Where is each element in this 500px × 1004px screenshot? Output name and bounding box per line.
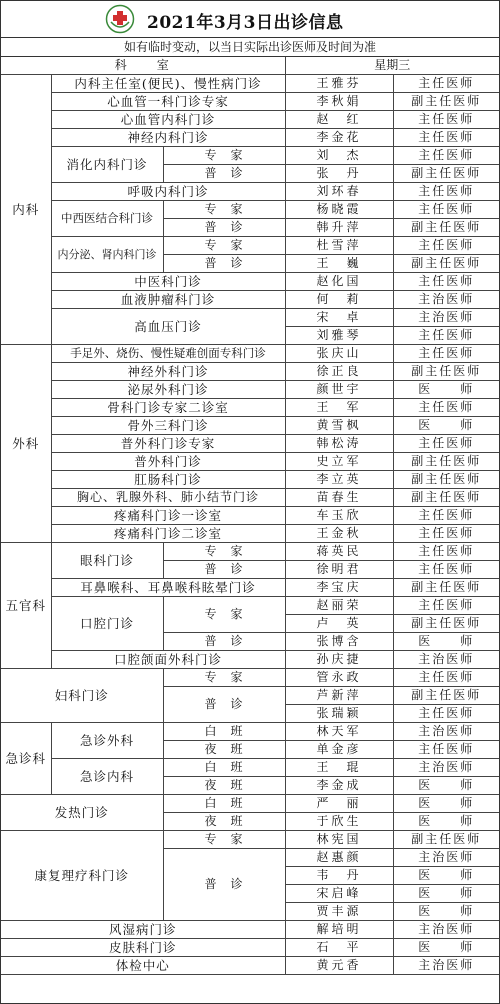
doctor-title: 副主任医师 — [393, 489, 499, 507]
dept-cell: 中西医结合科门诊 — [51, 201, 163, 237]
sub-type-cell: 专 家 — [163, 237, 285, 255]
doctor-name: 韩松涛 — [285, 435, 393, 453]
doctor-name: 蒋英民 — [285, 543, 393, 561]
dept-cell: 风湿病门诊 — [1, 921, 285, 939]
doctor-name: 孙庆捷 — [285, 651, 393, 669]
doctor-title: 副主任医师 — [393, 363, 499, 381]
doctor-name: 赵 红 — [285, 111, 393, 129]
day-column-header: 星期三 — [285, 57, 499, 75]
dept-cell: 疼痛科门诊二诊室 — [51, 525, 285, 543]
schedule-table — [1, 57, 499, 975]
header — [1, 1, 499, 38]
doctor-name: 单金彦 — [285, 741, 393, 759]
table-row — [1, 291, 499, 309]
doctor-name: 李金成 — [285, 777, 393, 795]
doctor-name: 杜雪萍 — [285, 237, 393, 255]
doctor-title: 医 师 — [393, 777, 499, 795]
hospital-logo-icon — [105, 4, 135, 34]
doctor-name: 刘 杰 — [285, 147, 393, 165]
doctor-name: 石 平 — [285, 939, 393, 957]
doctor-name: 王 军 — [285, 399, 393, 417]
sub-type-cell: 白 班 — [163, 723, 285, 741]
doctor-title: 医 师 — [393, 795, 499, 813]
doctor-title: 副主任医师 — [393, 255, 499, 273]
dept-cell: 神经内科门诊 — [51, 129, 285, 147]
doctor-title: 主任医师 — [393, 237, 499, 255]
doctor-title: 主任医师 — [393, 75, 499, 93]
sub-type-cell: 普 诊 — [163, 255, 285, 273]
dept-cell: 普外科门诊 — [51, 453, 285, 471]
doctor-title: 副主任医师 — [393, 165, 499, 183]
doctor-name: 林天军 — [285, 723, 393, 741]
doctor-name: 张瑞颖 — [285, 705, 393, 723]
sub-type-cell: 专 家 — [163, 543, 285, 561]
doctor-title: 医 师 — [393, 867, 499, 885]
doctor-title: 主任医师 — [393, 669, 499, 687]
table-row — [1, 363, 499, 381]
table-row — [1, 489, 499, 507]
table-row — [1, 201, 499, 219]
doctor-name: 贾丰源 — [285, 903, 393, 921]
doctor-name: 李金花 — [285, 129, 393, 147]
table-row — [1, 579, 499, 597]
doctor-name: 刘环春 — [285, 183, 393, 201]
sub-type-cell: 专 家 — [163, 597, 285, 633]
table-row — [1, 453, 499, 471]
doctor-title: 主任医师 — [393, 183, 499, 201]
table-row — [1, 183, 499, 201]
dept-cell: 内分泌、肾内科门诊 — [51, 237, 163, 273]
doctor-title: 医 师 — [393, 903, 499, 921]
doctor-title: 副主任医师 — [393, 93, 499, 111]
group-waike: 外科 — [1, 345, 51, 543]
doctor-title: 主治医师 — [393, 309, 499, 327]
dept-cell: 口腔门诊 — [51, 597, 163, 651]
doctor-name: 杨晓霞 — [285, 201, 393, 219]
sub-type-cell: 专 家 — [163, 669, 285, 687]
doctor-name: 严 丽 — [285, 795, 393, 813]
doctor-title: 主治医师 — [393, 849, 499, 867]
dept-cell: 耳鼻喉科、耳鼻喉科眩晕门诊 — [51, 579, 285, 597]
doctor-name: 韦 丹 — [285, 867, 393, 885]
dept-cell: 消化内科门诊 — [51, 147, 163, 183]
doctor-name: 林宪国 — [285, 831, 393, 849]
table-row — [1, 273, 499, 291]
table-row — [1, 723, 499, 741]
doctor-name: 赵惠颜 — [285, 849, 393, 867]
table-row — [1, 507, 499, 525]
doctor-title: 主任医师 — [393, 147, 499, 165]
table-row — [1, 939, 499, 957]
doctor-name: 张 丹 — [285, 165, 393, 183]
doctor-name: 徐正良 — [285, 363, 393, 381]
table-row — [1, 381, 499, 399]
doctor-title: 主治医师 — [393, 723, 499, 741]
dept-cell: 急诊外科 — [51, 723, 163, 759]
doctor-name: 王 巍 — [285, 255, 393, 273]
table-row — [1, 669, 499, 687]
doctor-title: 主任医师 — [393, 507, 499, 525]
table-row — [1, 93, 499, 111]
table-row — [1, 543, 499, 561]
doctor-title: 主任医师 — [393, 327, 499, 345]
dept-cell: 妇科门诊 — [1, 669, 163, 723]
doctor-title: 主治医师 — [393, 759, 499, 777]
doctor-name: 车玉欣 — [285, 507, 393, 525]
doctor-name: 于欣生 — [285, 813, 393, 831]
doctor-name: 黄雪枫 — [285, 417, 393, 435]
table-row — [1, 759, 499, 777]
doctor-title: 主任医师 — [393, 705, 499, 723]
doctor-name: 张庆山 — [285, 345, 393, 363]
doctor-name: 赵化国 — [285, 273, 393, 291]
doctor-title: 医 师 — [393, 813, 499, 831]
doctor-name: 何 莉 — [285, 291, 393, 309]
doctor-title: 副主任医师 — [393, 471, 499, 489]
doctor-title: 副主任医师 — [393, 831, 499, 849]
doctor-title: 副主任医师 — [393, 687, 499, 705]
doctor-title: 主任医师 — [393, 741, 499, 759]
dept-cell: 普外科门诊专家 — [51, 435, 285, 453]
doctor-title: 主任医师 — [393, 561, 499, 579]
table-row — [1, 129, 499, 147]
doctor-name: 管永政 — [285, 669, 393, 687]
dept-cell: 心血管一科门诊专家 — [51, 93, 285, 111]
doctor-title: 副主任医师 — [393, 579, 499, 597]
sub-type-cell: 白 班 — [163, 759, 285, 777]
table-row — [1, 597, 499, 615]
doctor-title: 主治医师 — [393, 957, 499, 975]
doctor-name: 颜世宇 — [285, 381, 393, 399]
doctor-title: 主治医师 — [393, 291, 499, 309]
doctor-name: 刘雅琴 — [285, 327, 393, 345]
sub-type-cell: 普 诊 — [163, 849, 285, 921]
doctor-title: 主任医师 — [393, 597, 499, 615]
sub-type-cell: 专 家 — [163, 831, 285, 849]
dept-cell: 口腔颌面外科门诊 — [51, 651, 285, 669]
doctor-name: 赵丽荣 — [285, 597, 393, 615]
doctor-name: 苗春生 — [285, 489, 393, 507]
dept-cell: 心血管内科门诊 — [51, 111, 285, 129]
doctor-title: 主任医师 — [393, 543, 499, 561]
doctor-name: 史立军 — [285, 453, 393, 471]
doctor-name: 徐明君 — [285, 561, 393, 579]
doctor-title: 主任医师 — [393, 201, 499, 219]
table-row — [1, 417, 499, 435]
dept-cell: 高血压门诊 — [51, 309, 285, 345]
sub-type-cell: 夜 班 — [163, 813, 285, 831]
table-row — [1, 921, 499, 939]
sub-type-cell: 普 诊 — [163, 687, 285, 723]
doctor-name: 李立英 — [285, 471, 393, 489]
sub-type-cell: 专 家 — [163, 147, 285, 165]
table-row — [1, 795, 499, 813]
doctor-title: 主任医师 — [393, 525, 499, 543]
dept-cell: 急诊内科 — [51, 759, 163, 795]
doctor-title: 医 师 — [393, 939, 499, 957]
dept-cell: 皮肤科门诊 — [1, 939, 285, 957]
doctor-title: 医 师 — [393, 417, 499, 435]
sub-type-cell: 夜 班 — [163, 741, 285, 759]
doctor-title: 主治医师 — [393, 921, 499, 939]
doctor-title: 主任医师 — [393, 111, 499, 129]
doctor-title: 主任医师 — [393, 129, 499, 147]
sub-type-cell: 普 诊 — [163, 633, 285, 651]
dept-cell: 中医科门诊 — [51, 273, 285, 291]
doctor-title: 医 师 — [393, 381, 499, 399]
dept-cell: 眼科门诊 — [51, 543, 163, 579]
doctor-name: 韩升萍 — [285, 219, 393, 237]
table-row — [1, 471, 499, 489]
doctor-title: 医 师 — [393, 885, 499, 903]
doctor-name: 芦新萍 — [285, 687, 393, 705]
doctor-title: 主任医师 — [393, 399, 499, 417]
dept-cell: 神经外科门诊 — [51, 363, 285, 381]
dept-cell: 肛肠科门诊 — [51, 471, 285, 489]
doctor-title: 主治医师 — [393, 651, 499, 669]
dept-cell: 体检中心 — [1, 957, 285, 975]
sub-type-cell: 专 家 — [163, 201, 285, 219]
doctor-title: 主任医师 — [393, 435, 499, 453]
doctor-name: 李宝庆 — [285, 579, 393, 597]
doctor-name: 宋启峰 — [285, 885, 393, 903]
group-jizhen: 急诊科 — [1, 723, 51, 795]
doctor-name: 解培明 — [285, 921, 393, 939]
table-row — [1, 237, 499, 255]
table-row — [1, 345, 499, 363]
dept-cell: 胸心、乳腺外科、肺小结节门诊 — [51, 489, 285, 507]
dept-cell: 泌尿外科门诊 — [51, 381, 285, 399]
sub-type-cell: 白 班 — [163, 795, 285, 813]
doctor-title: 医 师 — [393, 633, 499, 651]
table-row — [1, 147, 499, 165]
table-header-row — [1, 57, 499, 75]
table-row — [1, 399, 499, 417]
page-title: 2021年3月3日出诊信息 — [147, 13, 344, 33]
group-neike: 内科 — [1, 75, 51, 345]
doctor-title: 主任医师 — [393, 273, 499, 291]
dept-cell: 手足外、烧伤、慢性疑难创面专科门诊 — [51, 345, 285, 363]
doctor-name: 王 琨 — [285, 759, 393, 777]
doctor-title: 主任医师 — [393, 345, 499, 363]
group-wuguan: 五官科 — [1, 543, 51, 669]
dept-cell: 血液肿瘤科门诊 — [51, 291, 285, 309]
table-row — [1, 525, 499, 543]
doctor-title: 副主任医师 — [393, 219, 499, 237]
doctor-name: 李秋娟 — [285, 93, 393, 111]
dept-cell: 骨外三科门诊 — [51, 417, 285, 435]
dept-cell: 发热门诊 — [1, 795, 163, 831]
doctor-title: 副主任医师 — [393, 615, 499, 633]
dept-column-header: 科 室 — [1, 57, 285, 75]
table-row — [1, 651, 499, 669]
doctor-name: 卢 英 — [285, 615, 393, 633]
doctor-name: 王金秋 — [285, 525, 393, 543]
table-row — [1, 75, 499, 93]
doctor-name: 黄元香 — [285, 957, 393, 975]
doctor-name: 张博含 — [285, 633, 393, 651]
notice-text: 如有临时变动，以当日实际出诊医师及时间为准 — [1, 38, 499, 57]
sub-type-cell: 夜 班 — [163, 777, 285, 795]
table-row — [1, 309, 499, 327]
sub-type-cell: 普 诊 — [163, 165, 285, 183]
dept-cell: 康复理疗科门诊 — [1, 831, 163, 921]
dept-cell: 呼吸内科门诊 — [51, 183, 285, 201]
dept-cell: 骨科门诊专家二诊室 — [51, 399, 285, 417]
doctor-name: 宋 卓 — [285, 309, 393, 327]
doctor-title: 副主任医师 — [393, 453, 499, 471]
doctor-name: 王雅芬 — [285, 75, 393, 93]
table-row — [1, 111, 499, 129]
sub-type-cell: 普 诊 — [163, 219, 285, 237]
dept-cell: 疼痛科门诊一诊室 — [51, 507, 285, 525]
table-row — [1, 831, 499, 849]
sub-type-cell: 普 诊 — [163, 561, 285, 579]
table-row — [1, 957, 499, 975]
table-row — [1, 435, 499, 453]
dept-cell: 内科主任室(便民)、慢性病门诊 — [51, 75, 285, 93]
